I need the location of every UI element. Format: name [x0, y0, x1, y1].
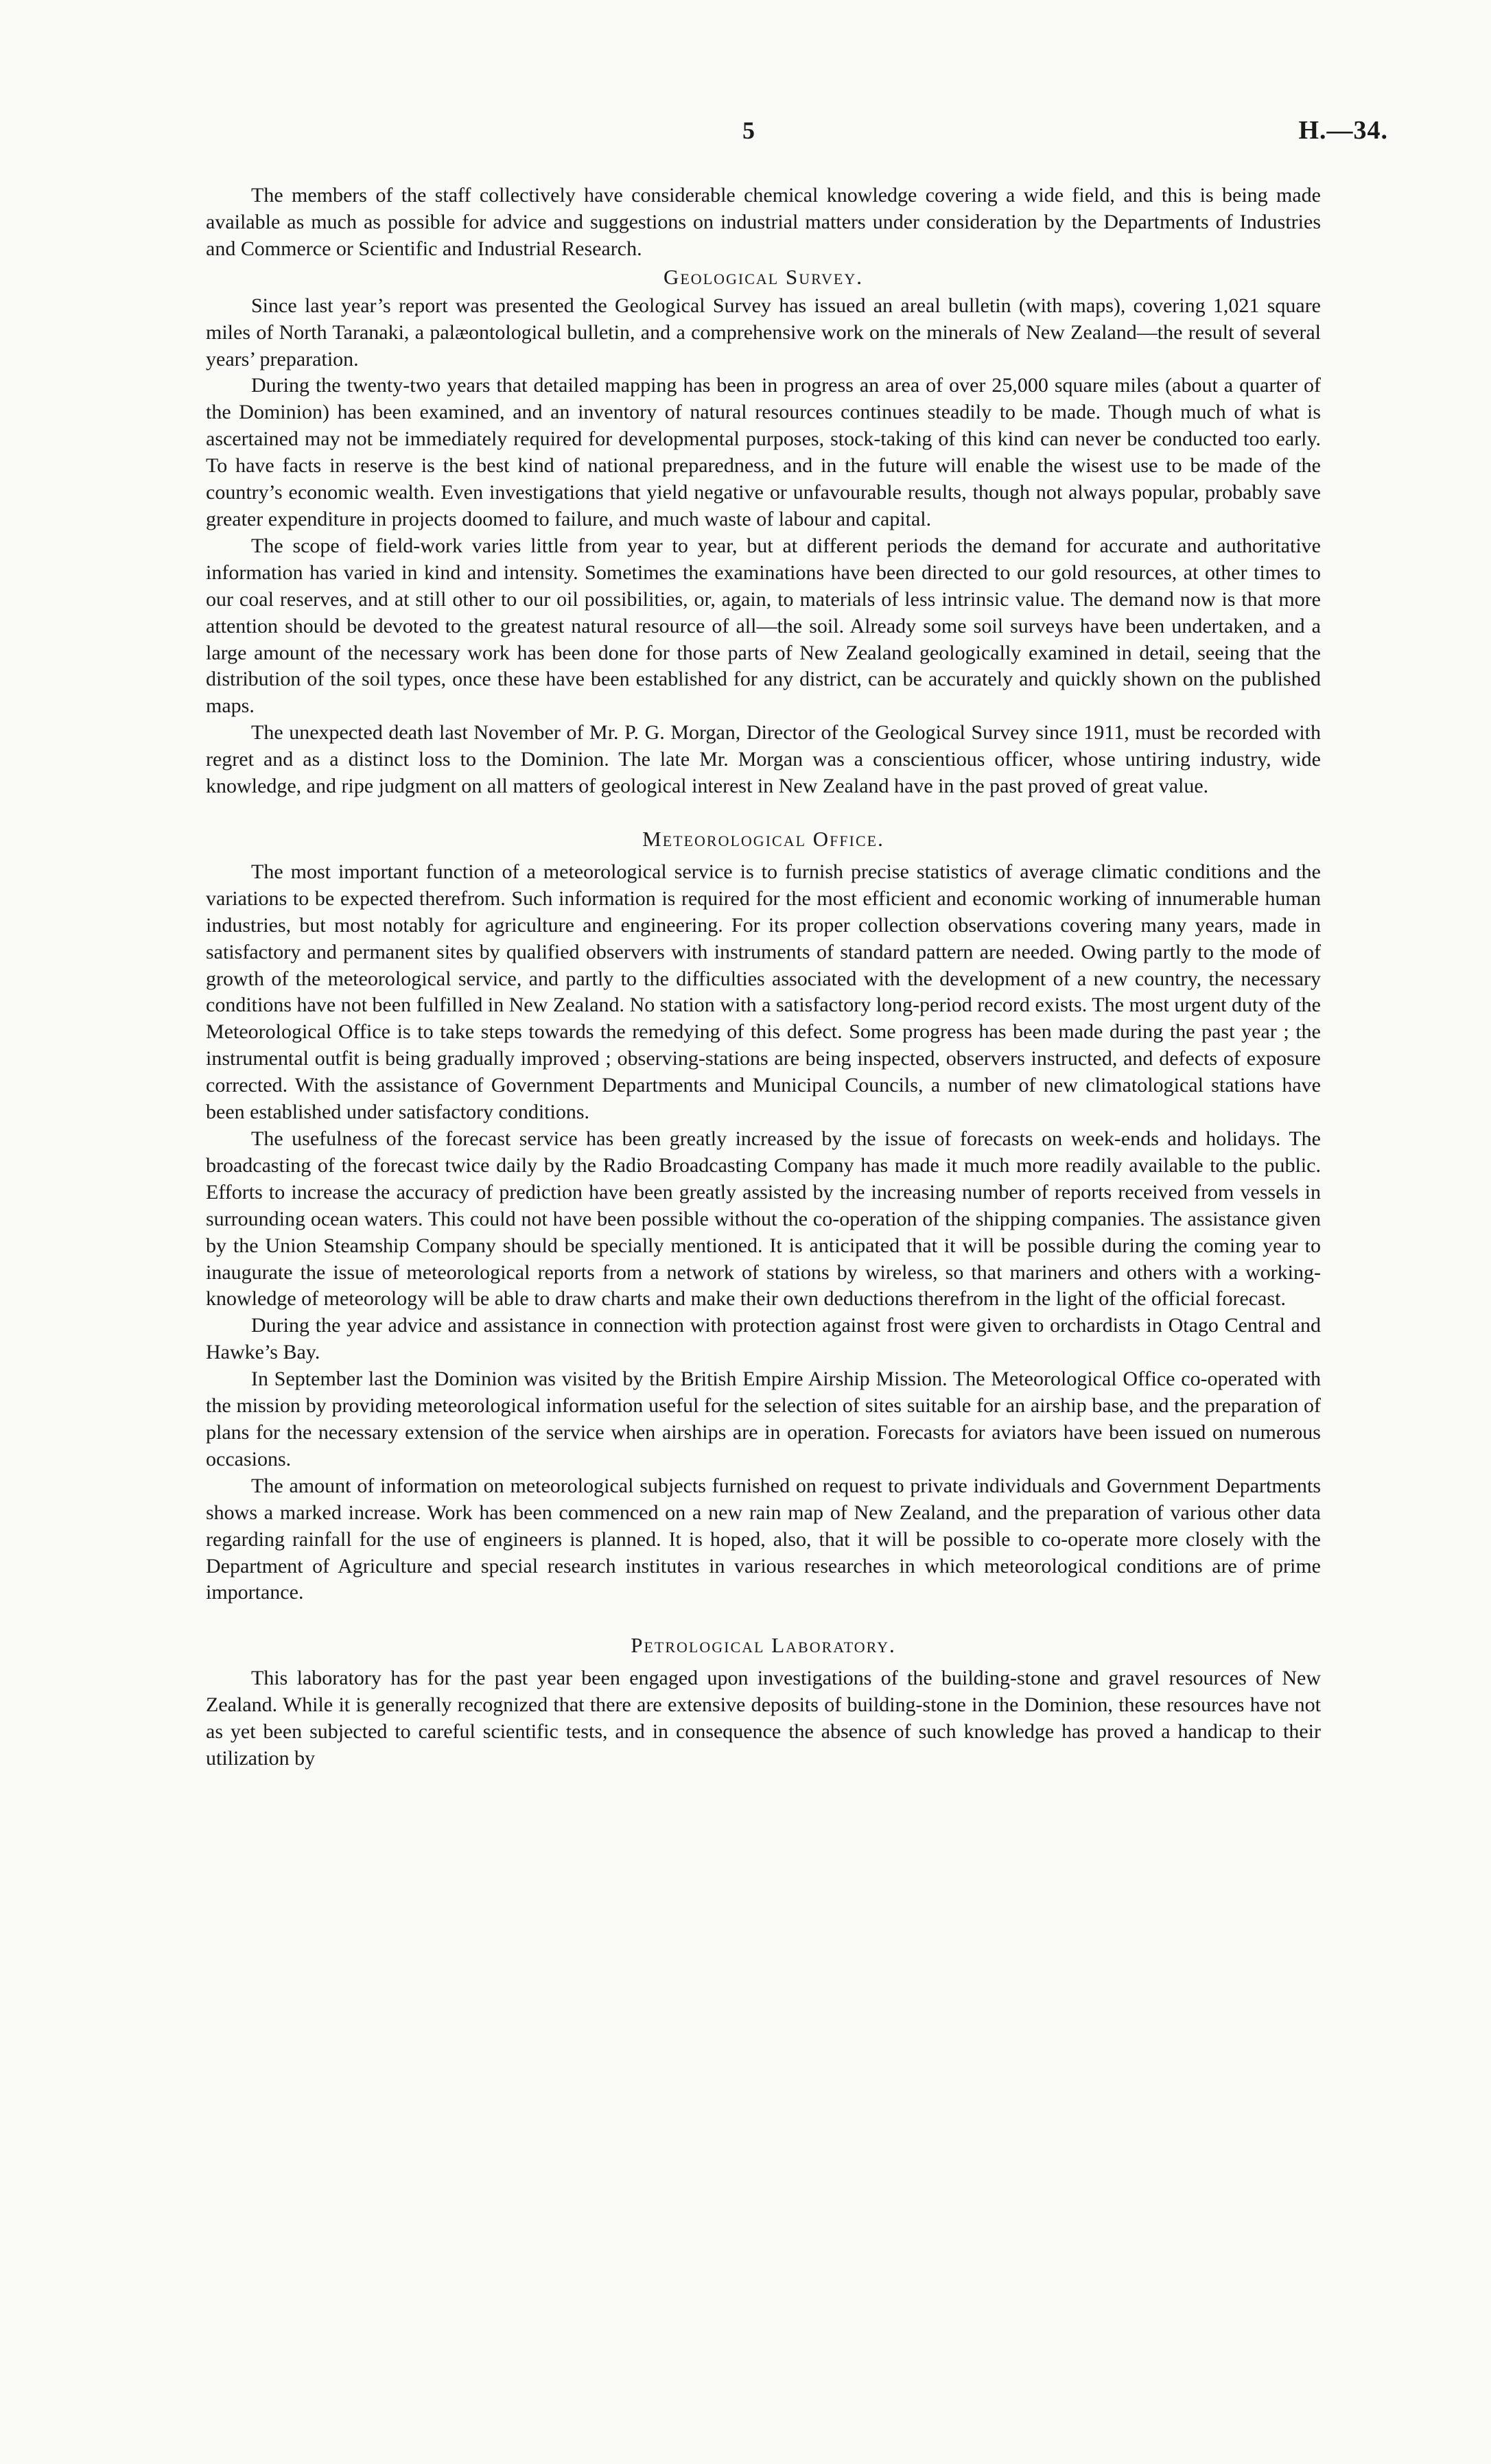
geological-survey-paragraph: The unexpected death last November of Mr. P. G. Morgan, Director of the Geological Survey since 1911, must be recorded with regret and as a distinct loss to the Dominion. The late Mr. Morgan was a conscientious officer, whose untiring industry, wide knowledge, and ripe judgment on all matters of geological interest in New Zealand have in the past proved of great value. [206, 721, 1321, 798]
meteorological-office-paragraph: The most important function of a meteorological service is to furnish precise statistics of average climatic conditions and the variations to be expected therefrom. Such information is required for the most efficient and economic working of innumerable human industries, but most notably for agriculture and engineering. For its proper collection observations covering many years, made in satisfactory and permanent sites by qualified observers with instruments of standard pattern are needed. Owing partly to the mode of growth of the meteorological service, and partly to the difficulties associated with the development of a new country, the necessary conditions have not been fulfilled in New Zealand. No station with a satisfactory long-period record exists. The most urgent duty of the Meteorological Office is to take steps towards the remedying of this defect. Some progress has been made during the past year ; the instrumental outfit is being gradually improved ; observing-stations are being inspected, observers instructed, and defects of exposure corrected. With the assistance of Government Departments and Municipal Councils, a number of new climatological stations have been established under satisfactory conditions. [206, 860, 1321, 1124]
intro-paragraph: The members of the staff collectively have considerable chemical knowledge covering a wide field, and this is being made available as much as possible for advice and suggestions on industrial matters under consideration by the Departments of Industries and Commerce or Scientific and Industrial Research. [206, 184, 1321, 260]
page-body [206, 183, 1321, 1772]
meteorological-office-paragraph: During the year advice and assistance in connection with protection against frost were given to orchardists in Otago Central and Hawke’s Bay. [206, 1314, 1321, 1364]
section-heading-meteorological-office: Meteorological Office. [642, 826, 884, 851]
page-number: 5 [742, 117, 755, 144]
meteorological-office-paragraph: The usefulness of the forecast service has been greatly increased by the issue of forecasts on week-ends and holidays. The broadcasting of the forecast twice daily by the Radio Broadcasting Company has made it much more readily available to the public. Efforts to increase the accuracy of prediction have been greatly assisted by the increasing number of reports received from vessels in surrounding ocean waters. This could not have been possible without the co-operation of the shipping companies. The assistance given by the Union Steamship Company should be specially mentioned. It is anticipated that it will be possible during the coming year to inaugurate the issue of meteorological reports from a network of stations by wireless, so that mariners and others with a working-knowledge of meteorology will be able to draw charts and make their own deductions therefrom in the light of the official forecast. [206, 1127, 1321, 1311]
meteorological-office-paragraph: The amount of information on meteorological subjects furnished on request to private individuals and Government Departments shows a marked increase. Work has been commenced on a new rain map of New Zealand, and the preparation of various other data regarding rainfall for the use of engineers is planned. It is hoped, also, that it will be possible to co-operate more closely with the Department of Agriculture and special research institutes in various researches in which meteorological conditions are of prime importance. [206, 1474, 1321, 1604]
meteorological-office-paragraph: In September last the Dominion was visited by the British Empire Airship Mission. The Meteorological Office co-operated with the mission by providing meteorological information useful for the selection of sites suitable for an airship base, and the preparation of plans for the necessary extension of the service when airships are in operation. Forecasts for aviators have been issued on numerous occasions. [206, 1368, 1321, 1470]
page-header [0, 115, 1491, 150]
geological-survey-paragraph: During the twenty-two years that detailed mapping has been in progress an area of over 25,000 square miles (about a quarter of the Dominion) has been examined, and an inventory of natural resources continues steadily to be made. Though much of what is ascertained may not be immediately required for developmental purposes, stock-taking of this kind can never be conducted too early. To have facts in reserve is the best kind of national preparedness, and in the future will enable the wisest use to be made of the country’s economic wealth. Even investigations that yield negative or unfavourable results, though not always popular, probably save greater expenditure in projects doomed to failure, and much waste of labour and capital. [206, 374, 1321, 530]
petrological-laboratory-paragraph: This laboratory has for the past year been engaged upon investigations of the building-stone and gravel resources of New Zealand. While it is generally recognized that there are extensive deposits of building-stone in the Dominion, these resources have not as yet been subjected to careful scientific tests, and in consequence the absence of such knowledge has proved a handicap to their utilization by [206, 1667, 1321, 1770]
geological-survey-paragraph: The scope of field-work varies little from year to year, but at different periods the demand for accurate and authoritative information has varied in kind and intensity. Sometimes the examinations have been directed to our gold resources, at other times to our coal reserves, and at still other to our oil possibilities, or, again, to materials of less intrinsic value. The demand now is that more attention should be devoted to the greatest natural resource of all—the soil. Already some soil surveys have been undertaken, and a large amount of the necessary work has been done for those parts of New Zealand geologically examined in detail, seeing that the distribution of the soil types, once these have been established for any district, can be accurately and quickly shown on the published maps. [206, 534, 1321, 718]
section-heading-geological-survey: Geological Survey. [663, 264, 863, 289]
section-heading-petrological-laboratory: Petrological Laboratory. [631, 1633, 896, 1658]
document-reference: H.—34. [1298, 116, 1388, 145]
geological-survey-paragraph: Since last year’s report was presented the Geological Survey has issued an areal bulletin (with maps), covering 1,021 square miles of North Taranaki, a palæontological bulletin, and a comprehensive work on the minerals of New Zealand—the result of several years’ preparation. [206, 294, 1321, 371]
